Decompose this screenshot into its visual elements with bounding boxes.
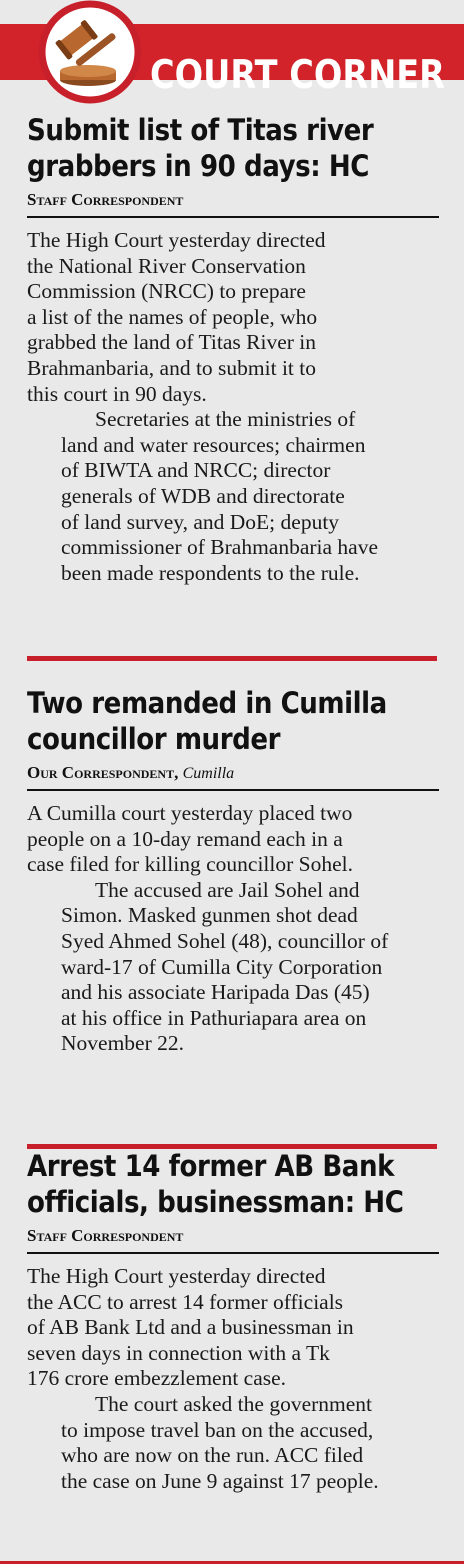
text-line: a list of the names of people, who (27, 304, 318, 329)
article-body (27, 228, 439, 586)
byline (27, 188, 439, 212)
text-line: land and water resources; chairmen (61, 432, 366, 457)
text-line: grabbed the land of Titas River in (27, 330, 317, 355)
headline-line: councillor murder (27, 722, 281, 756)
text-line: commissioner of Brahmanbaria have (61, 535, 379, 560)
text-line: been made respondents to the rule. (61, 560, 360, 585)
byline-divider (27, 789, 439, 791)
text-line: case filed for killing councillor Sohel. (27, 852, 353, 877)
text-line: the case on June 9 against 17 people. (61, 1468, 379, 1493)
paragraph (27, 1392, 439, 1494)
text-line: A Cumilla court yesterday placed two (27, 801, 353, 825)
paragraph (27, 878, 439, 1057)
byline-divider (27, 1252, 439, 1254)
text-line: of land survey, and DoE; deputy (61, 509, 340, 534)
text-line: seven days in connection with a Tk (27, 1340, 330, 1365)
paragraph (27, 228, 439, 407)
headline-line: Arrest 14 former AB Bank (27, 1149, 394, 1183)
byline-author: Staff Correspondent (27, 190, 184, 209)
text-line: who are now on the run. ACC filed (61, 1443, 364, 1468)
text-line: ward-17 of Cumilla City Corporation (61, 954, 383, 979)
byline-divider (27, 216, 439, 218)
text-line: The High Court yesterday directed (27, 1264, 326, 1288)
headline-line: Two remanded in Cumilla (27, 686, 387, 720)
text-line: people on a 10-day remand each in a (27, 826, 343, 851)
text-line: of BIWTA and NRCC; director (61, 458, 331, 483)
headline-line: grabbers in 90 days: HC (27, 149, 369, 183)
text-line: of AB Bank Ltd and a businessman in (27, 1315, 354, 1340)
text-line: this court in 90 days. (27, 381, 207, 406)
article-separator (27, 656, 437, 661)
text-line: and his associate Haripada Das (45) (61, 980, 370, 1005)
headline-line: Submit list of Titas river (27, 113, 374, 147)
article-ab-bank (27, 1148, 439, 1494)
text-line: The High Court yesterday directed (27, 228, 326, 252)
text-line: November 22. (61, 1031, 184, 1056)
headline-line: officials, businessman: HC (27, 1185, 404, 1219)
text-line: the ACC to arrest 14 former officials (27, 1289, 344, 1314)
text-line: at his office in Pathuriapara area on (61, 1005, 367, 1030)
article-body (27, 801, 439, 1057)
text-line: Brahmanbaria, and to submit it to (27, 355, 317, 380)
text-line: Secretaries at the ministries of (95, 407, 356, 432)
text-line: The court asked the government (95, 1391, 373, 1416)
text-line: Simon. Masked gunmen shot dead (61, 903, 358, 928)
byline-place: Cumilla (182, 765, 235, 782)
paragraph (27, 801, 439, 878)
text-line: The accused are Jail Sohel and (95, 877, 360, 902)
section-title: COURT CORNER (150, 53, 446, 98)
byline (27, 761, 439, 785)
gavel-icon (38, 0, 142, 104)
paragraph (27, 1264, 439, 1392)
article-headline (27, 1148, 404, 1220)
article-headline (27, 112, 398, 184)
article-body (27, 1264, 439, 1494)
article-cumilla (27, 685, 439, 1057)
text-line: Commission (NRCC) to prepare (27, 279, 306, 304)
byline-author: Our Correspondent, (27, 763, 179, 782)
byline (27, 1224, 439, 1248)
text-line: generals of WDB and directorate (61, 483, 345, 508)
paragraph (27, 407, 439, 586)
byline-author: Staff Correspondent (27, 1226, 184, 1245)
text-line: to impose travel ban on the accused, (61, 1417, 374, 1442)
article-titas (27, 112, 439, 586)
text-line: 176 crore embezzlement case. (27, 1366, 287, 1391)
text-line: Syed Ahmed Sohel (48), councillor of (61, 928, 389, 953)
text-line: the National River Conservation (27, 253, 306, 278)
article-headline (27, 685, 398, 757)
